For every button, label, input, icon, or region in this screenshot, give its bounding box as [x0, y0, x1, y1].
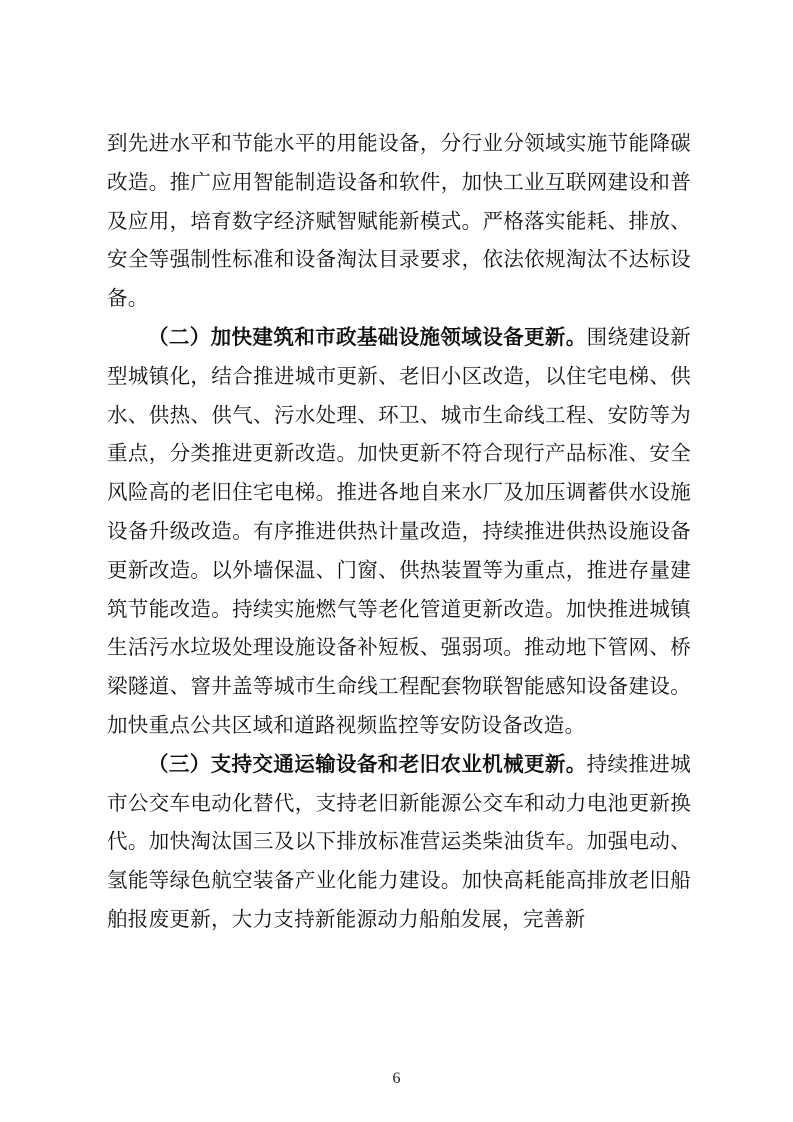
body-text: [107, 124, 691, 939]
paragraph-text: 围绕建设新型城镇化，结合推进城市更新、老旧小区改造，以住宅电梯、供水、供热、供气、污水处理、环卫、城市生命线工程、安防等为重点，分类推进更新改造。加快更新不符合现行产品标准、安全风险高的老旧住宅电梯。推进各地自来水厂及加压调蓄供水设施设备升级改造。有序推进供热计量改造，持续推进供热设施设备更新改造。以外墙保温、门窗、供热装置等为重点，推进存量建筑节能改造。持续实施燃气等老化管道更新改造。加快推进城镇生活污水垃圾处理设施设备补短板、强弱项。推动地下管网、桥梁隧道、窨井盖等城市生命线工程配套物联智能感知设备建设。加快重点公共区域和道路视频监控等安防设备改造。: [107, 324, 691, 737]
paragraph-text: 到先进水平和节能水平的用能设备，分行业分领域实施节能降碳改造。推广应用智能制造设备和软件，加快工业互联网建设和普及应用，培育数字经济赋智赋能新模式。严格落实能耗、排放、安全等强制性标准和设备淘汰目录要求，依法依规淘汰不达标设备。: [107, 131, 691, 311]
paragraph-buildings-municipal: [107, 318, 691, 745]
section-heading: （三）支持交通运输设备和老旧农业机械更新。: [148, 751, 587, 776]
page-number: 6: [392, 1070, 401, 1087]
section-heading: （二）加快建筑和市政基础设施领域设备更新。: [148, 324, 587, 349]
paragraph-transport-agriculture: [107, 745, 691, 939]
paragraph-continued: [107, 124, 691, 318]
paragraph-text: 持续推进城市公交车电动化替代，支持老旧新能源公交车和动力电池更新换代。加快淘汰国三及以下排放标准营运类柴油货车。加强电动、氢能等绿色航空装备产业化能力建设。加快高耗能高排放老旧船舶报废更新，大力支持新能源动力船舶发展，完善新: [107, 751, 691, 931]
